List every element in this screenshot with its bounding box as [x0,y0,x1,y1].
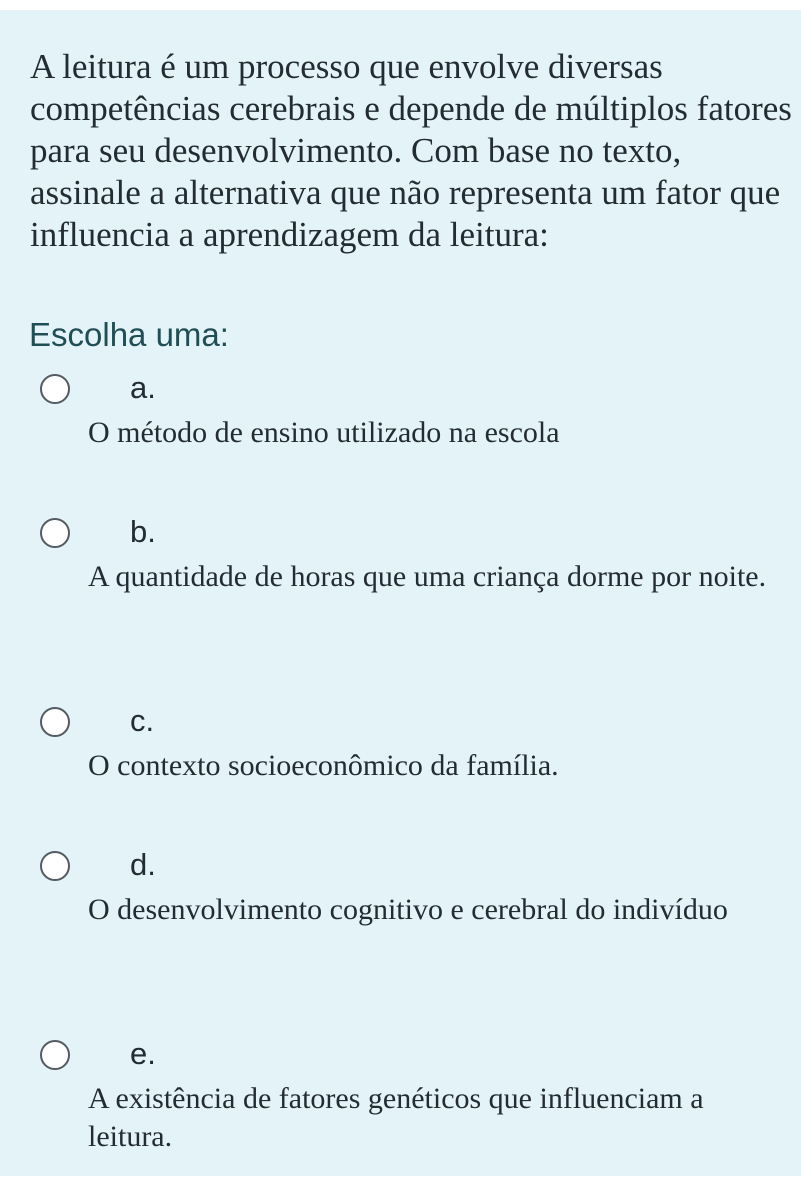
option-d[interactable] [0,847,801,1001]
option-e-radio[interactable] [40,1040,70,1070]
option-c[interactable] [0,703,801,857]
option-b[interactable] [0,514,801,668]
option-c-text: O contexto socioeconômico da família. [88,749,559,782]
option-a-letter: a. [130,370,156,405]
option-d-text: O desenvolvimento cognitivo e cerebral do indivíduo [88,893,728,926]
option-d-letter: d. [130,847,156,882]
option-a-text: O método de ensino utilizado na escola [88,416,560,449]
choose-one-label: Escolha uma: [29,316,229,353]
option-a-radio[interactable] [40,374,70,404]
option-b-radio[interactable] [40,518,70,548]
question-panel [0,10,801,1176]
option-e[interactable] [0,1036,801,1190]
option-e-letter: e. [130,1036,156,1071]
option-b-text: A quantidade de horas que uma criança dorme por noite. [88,560,767,593]
option-a[interactable] [0,370,801,524]
option-c-radio[interactable] [40,707,70,737]
option-e-text: A existência de fatores genéticos que influenciam a leitura. [88,1082,704,1153]
option-c-letter: c. [130,703,155,738]
question-text: A leitura é um processo que envolve diversas competências cerebrais e depende de múltiplos fatores para seu desenvolvimento. Com base no texto, assinale a alternativa que não representa um fator que influencia a aprendizagem da leitura: [30,47,792,254]
option-b-letter: b. [130,514,156,549]
option-d-radio[interactable] [40,851,70,881]
